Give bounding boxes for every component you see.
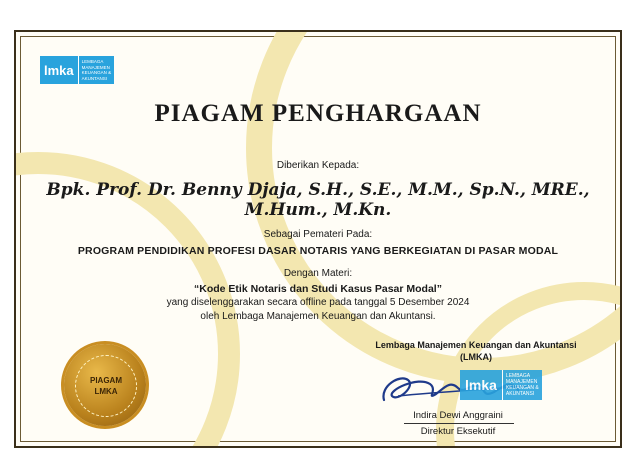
stamp-sub-line: MANAJEMEN (505, 379, 538, 385)
organization-abbrev: (LMKA) (460, 352, 492, 362)
logo-sub-line: MANAJEMEN (81, 64, 110, 70)
stamp-wordmark: lmka (460, 370, 502, 400)
event-details: yang diselenggarakan secara offline pada tanggal 5 Desember 2024 (166, 297, 470, 308)
seal-line: PIAGAM (90, 376, 122, 385)
logo-wordmark: lmka (40, 56, 78, 84)
recipient-name: Bpk. Prof. Dr. Benny Djaja, S.H., S.E., M.M., Sp.N., MRE., M.Hum., M.Kn. (46, 180, 590, 220)
given-to-label: Diberikan Kepada: (276, 160, 360, 171)
stamp-sub-line: KEUANGAN & (505, 385, 539, 391)
lmka-logo (40, 56, 114, 84)
logo-subtitle (78, 56, 115, 84)
signature-line (404, 423, 514, 424)
program-name: PROGRAM PENDIDIKAN PROFESI DASAR NOTARIS YANG BERKEGIATAN DI PASAR MODAL (77, 245, 559, 257)
logo-sub-line: KEUANGAN & (81, 70, 112, 75)
logo-sub-line: LEMBAGA (81, 59, 104, 64)
gold-seal (64, 344, 146, 426)
seal-inner (75, 355, 137, 417)
seal-line: LMKA (94, 387, 118, 396)
organizer-text: oleh Lembaga Manajemen Keuangan dan Akuntansi. (200, 311, 436, 322)
stamp-sub-line: AKUNTANSI (505, 391, 535, 397)
signer-name: Indira Dewi Anggraini (413, 410, 503, 421)
certificate-frame (14, 30, 622, 448)
material-label: Dengan Materi: (283, 268, 353, 279)
stamp-sub-line: LEMBAGA (505, 373, 531, 379)
as-speaker-label: Sebagai Pemateri Pada: (263, 229, 373, 240)
certificate-title: PIAGAM PENGHARGAAN (154, 100, 482, 127)
stamp-subtitle (502, 370, 542, 400)
signer-role: Direktur Eksekutif (420, 426, 496, 437)
lmka-stamp (460, 370, 542, 400)
logo-sub-line: AKUNTANSI (81, 75, 108, 81)
material-title: “Kode Etik Notaris dan Studi Kasus Pasar Modal” (194, 283, 442, 295)
organization-name: Lembaga Manajemen Keuangan dan Akuntansi (375, 340, 577, 350)
